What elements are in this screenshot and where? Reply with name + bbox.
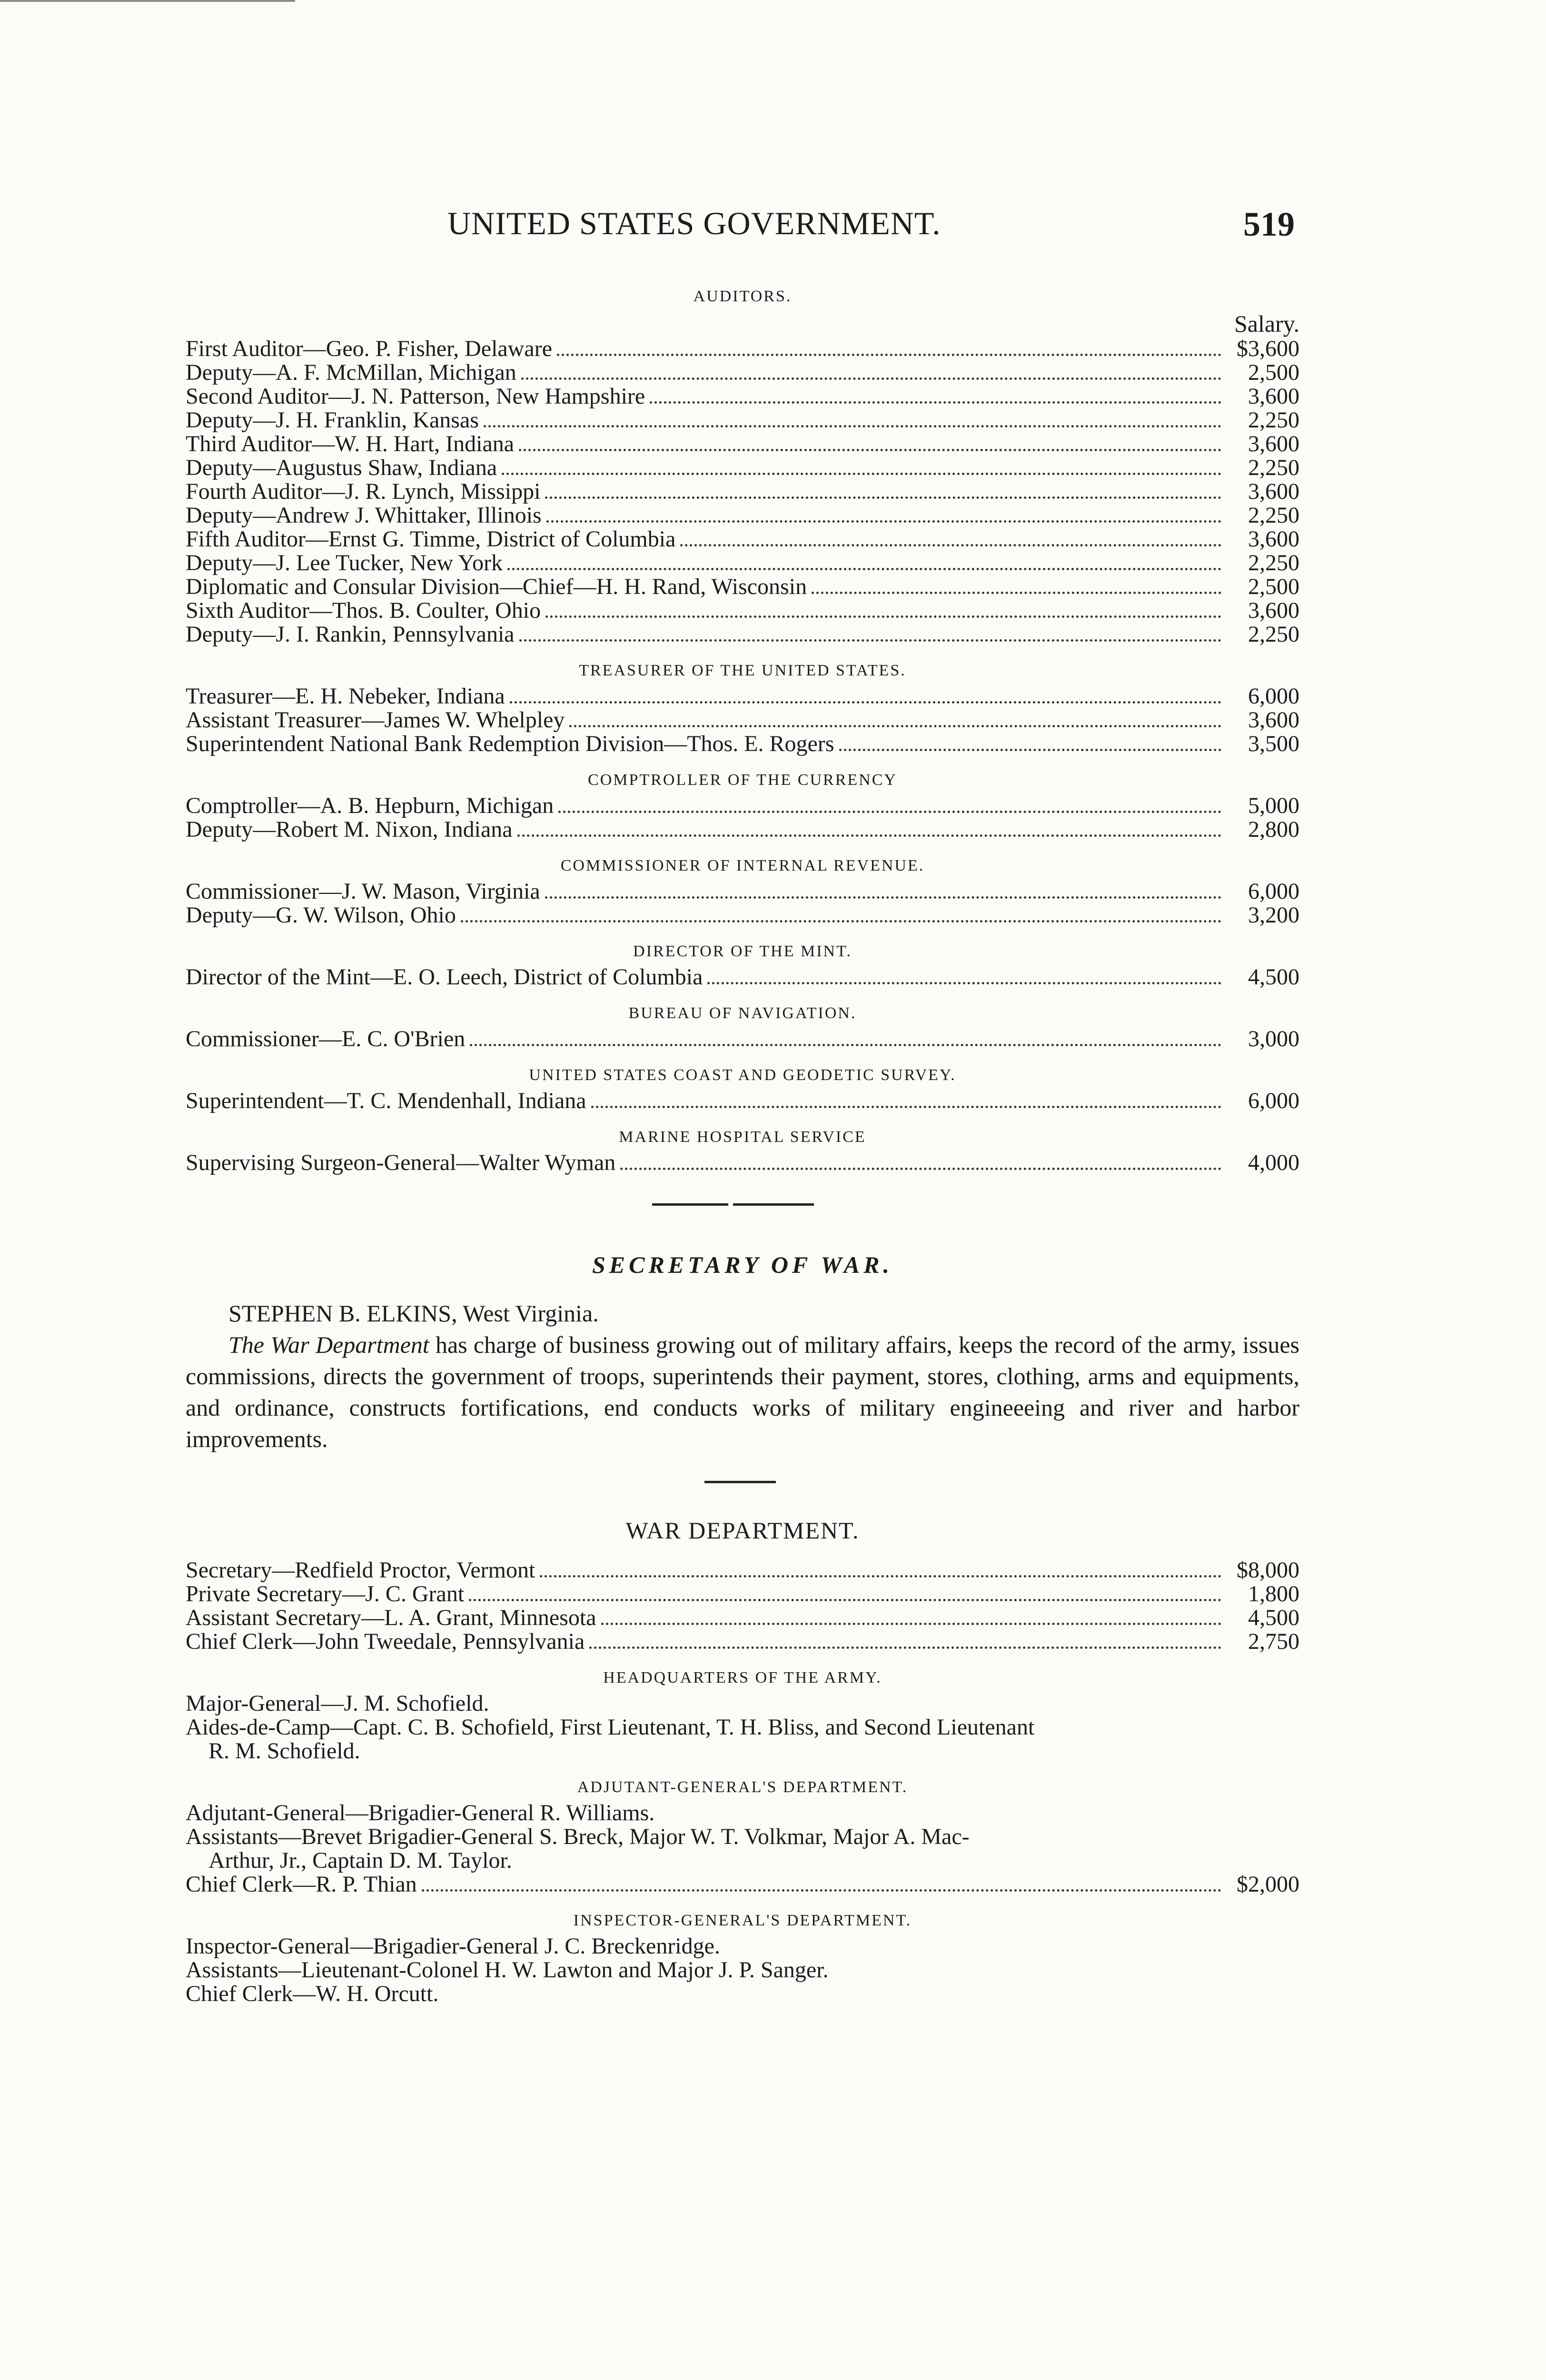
- headquarters-line: Major-General—J. M. Schofield.: [186, 1691, 489, 1716]
- list-item: Treasurer—E. H. Nebeker, Indiana 6,000: [186, 684, 1299, 709]
- double-rule-divider: [186, 1175, 1299, 1232]
- treasurer-list: [186, 684, 1299, 756]
- list-item: Commissioner—E. C. O'Brien 3,000: [186, 1026, 1299, 1051]
- list-item: Assistant Treasurer—James W. Whelpley 3,600: [186, 707, 1299, 733]
- secretary-of-war-paragraph: [186, 1298, 1299, 1455]
- list-item: Fifth Auditor—Ernst G. Timme, District of Columbia 3,600: [186, 526, 1299, 552]
- list-item: Secretary—Redfield Proctor, Vermont $8,000: [186, 1557, 1299, 1583]
- list-item: Chief Clerk—R. P. Thian $2,000: [186, 1872, 1299, 1897]
- list-item: Superintendent—T. C. Mendenhall, Indiana 6,000: [186, 1088, 1299, 1113]
- list-item: Superintendent National Bank Redemption Division—Thos. E. Rogers 3,500: [186, 731, 1299, 756]
- list-item: First Auditor—Geo. P. Fisher, Delaware $3,600: [186, 336, 1299, 361]
- list-item: Deputy—G. W. Wilson, Ohio 3,200: [186, 902, 1299, 928]
- inspector-line: Chief Clerk—W. H. Orcutt.: [186, 1981, 439, 2006]
- list-item: Fourth Auditor—J. R. Lynch, Missippi 3,600: [186, 479, 1299, 504]
- auditors-list: [186, 337, 1299, 646]
- war-department-list: [186, 1558, 1299, 1654]
- section-title-war-department: WAR DEPARTMENT.: [625, 1517, 860, 1544]
- adjutant-line: Adjutant-General—Brigadier-General R. Williams.: [186, 1800, 655, 1825]
- list-item: Commissioner—J. W. Mason, Virginia 6,000: [186, 879, 1299, 904]
- list-item: Deputy—Robert M. Nixon, Indiana 2,800: [186, 817, 1299, 842]
- comptroller-list: [186, 794, 1299, 842]
- section-title-comptroller: COMPTROLLER OF THE CURRENCY: [588, 771, 897, 789]
- section-title-treasurer: TREASURER OF THE UNITED STATES.: [579, 662, 906, 679]
- section-title-mint: DIRECTOR OF THE MINT.: [633, 942, 852, 960]
- page-number: 519: [1243, 205, 1295, 243]
- top-edge-rule: [0, 0, 295, 2]
- section-title-coast-survey: UNITED STATES COAST AND GEODETIC SURVEY.: [529, 1066, 956, 1084]
- list-item: Second Auditor—J. N. Patterson, New Hampshire 3,600: [186, 384, 1299, 409]
- inspector-line: Inspector-General—Brigadier-General J. C. Breckenridge.: [186, 1934, 720, 1959]
- secretary-name: STEPHEN B. ELKINS, West Virginia.: [228, 1300, 599, 1327]
- list-item: Deputy—J. H. Franklin, Kansas 2,250: [186, 407, 1299, 433]
- list-item: Deputy—J. I. Rankin, Pennsylvania 2,250: [186, 622, 1299, 647]
- section-title-marine-hospital: MARINE HOSPITAL SERVICE: [619, 1128, 866, 1146]
- section-title-internal-revenue: COMMISSIONER OF INTERNAL REVENUE.: [560, 857, 925, 874]
- list-item: Chief Clerk—John Tweedale, Pennsylvania 2,750: [186, 1629, 1299, 1654]
- adjutant-line: Assistants—Brevet Brigadier-General S. Breck, Major W. T. Volkmar, Major A. Mac-: [186, 1824, 970, 1849]
- list-item: Private Secretary—J. C. Grant 1,800: [186, 1581, 1299, 1606]
- page-content: [186, 286, 1299, 2006]
- list-item: Sixth Auditor—Thos. B. Coulter, Ohio 3,600: [186, 598, 1299, 623]
- section-title-auditors: AUDITORS.: [693, 288, 792, 305]
- war-department-description: [186, 1329, 1299, 1455]
- section-title-headquarters: HEADQUARTERS OF THE ARMY.: [603, 1669, 882, 1686]
- section-title-navigation: BUREAU OF NAVIGATION.: [628, 1004, 857, 1022]
- page-header: [447, 205, 1295, 248]
- running-title: UNITED STATES GOVERNMENT.: [447, 205, 941, 241]
- section-title-secretary-of-war: SECRETARY OF WAR.: [592, 1251, 893, 1278]
- salary-column-header: Salary.: [1234, 310, 1299, 337]
- headquarters-line: R. M. Schofield.: [208, 1738, 360, 1764]
- list-item: Comptroller—A. B. Hepburn, Michigan 5,000: [186, 793, 1299, 818]
- section-title-inspector: INSPECTOR-GENERAL'S DEPARTMENT.: [573, 1912, 912, 1929]
- list-item: Assistant Secretary—L. A. Grant, Minnesota 4,500: [186, 1605, 1299, 1630]
- adjutant-line: Arthur, Jr., Captain D. M. Taylor.: [208, 1848, 512, 1873]
- section-title-adjutant: ADJUTANT-GENERAL'S DEPARTMENT.: [577, 1778, 908, 1796]
- list-item: Third Auditor—W. H. Hart, Indiana 3,600: [186, 431, 1299, 456]
- list-item: Diplomatic and Consular Division—Chief—H. H. Rand, Wisconsin 2,500: [186, 574, 1299, 599]
- list-item: Deputy—Augustus Shaw, Indiana 2,250: [186, 455, 1299, 480]
- list-item: Director of the Mint—E. O. Leech, District of Columbia 4,500: [186, 964, 1299, 990]
- headquarters-line: Aides-de-Camp—Capt. C. B. Schofield, First Lieutenant, T. H. Bliss, and Second Lieutenant: [186, 1715, 1035, 1740]
- internal-revenue-list: [186, 880, 1299, 927]
- description-text: has charge of business growing out of military affairs, keeps the record of the army, issues commissions, directs the government of troops, superintends their payment, stores, clothing, arms and equipments, and ordinance, constructs fortifications, end conducts works of military engineeeing and river and harbor improvements.: [186, 1331, 1299, 1452]
- list-item: Deputy—J. Lee Tucker, New York 2,250: [186, 550, 1299, 575]
- description-italic: The War Department: [228, 1331, 429, 1358]
- single-rule-divider: [186, 1455, 1299, 1507]
- list-item: Deputy—A. F. McMillan, Michigan 2,500: [186, 360, 1299, 385]
- list-item: Supervising Surgeon-General—Walter Wyman 4,000: [186, 1150, 1299, 1175]
- inspector-line: Assistants—Lieutenant-Colonel H. W. Lawton and Major J. P. Sanger.: [186, 1957, 829, 1983]
- list-item: Deputy—Andrew J. Whittaker, Illinois 2,250: [186, 503, 1299, 528]
